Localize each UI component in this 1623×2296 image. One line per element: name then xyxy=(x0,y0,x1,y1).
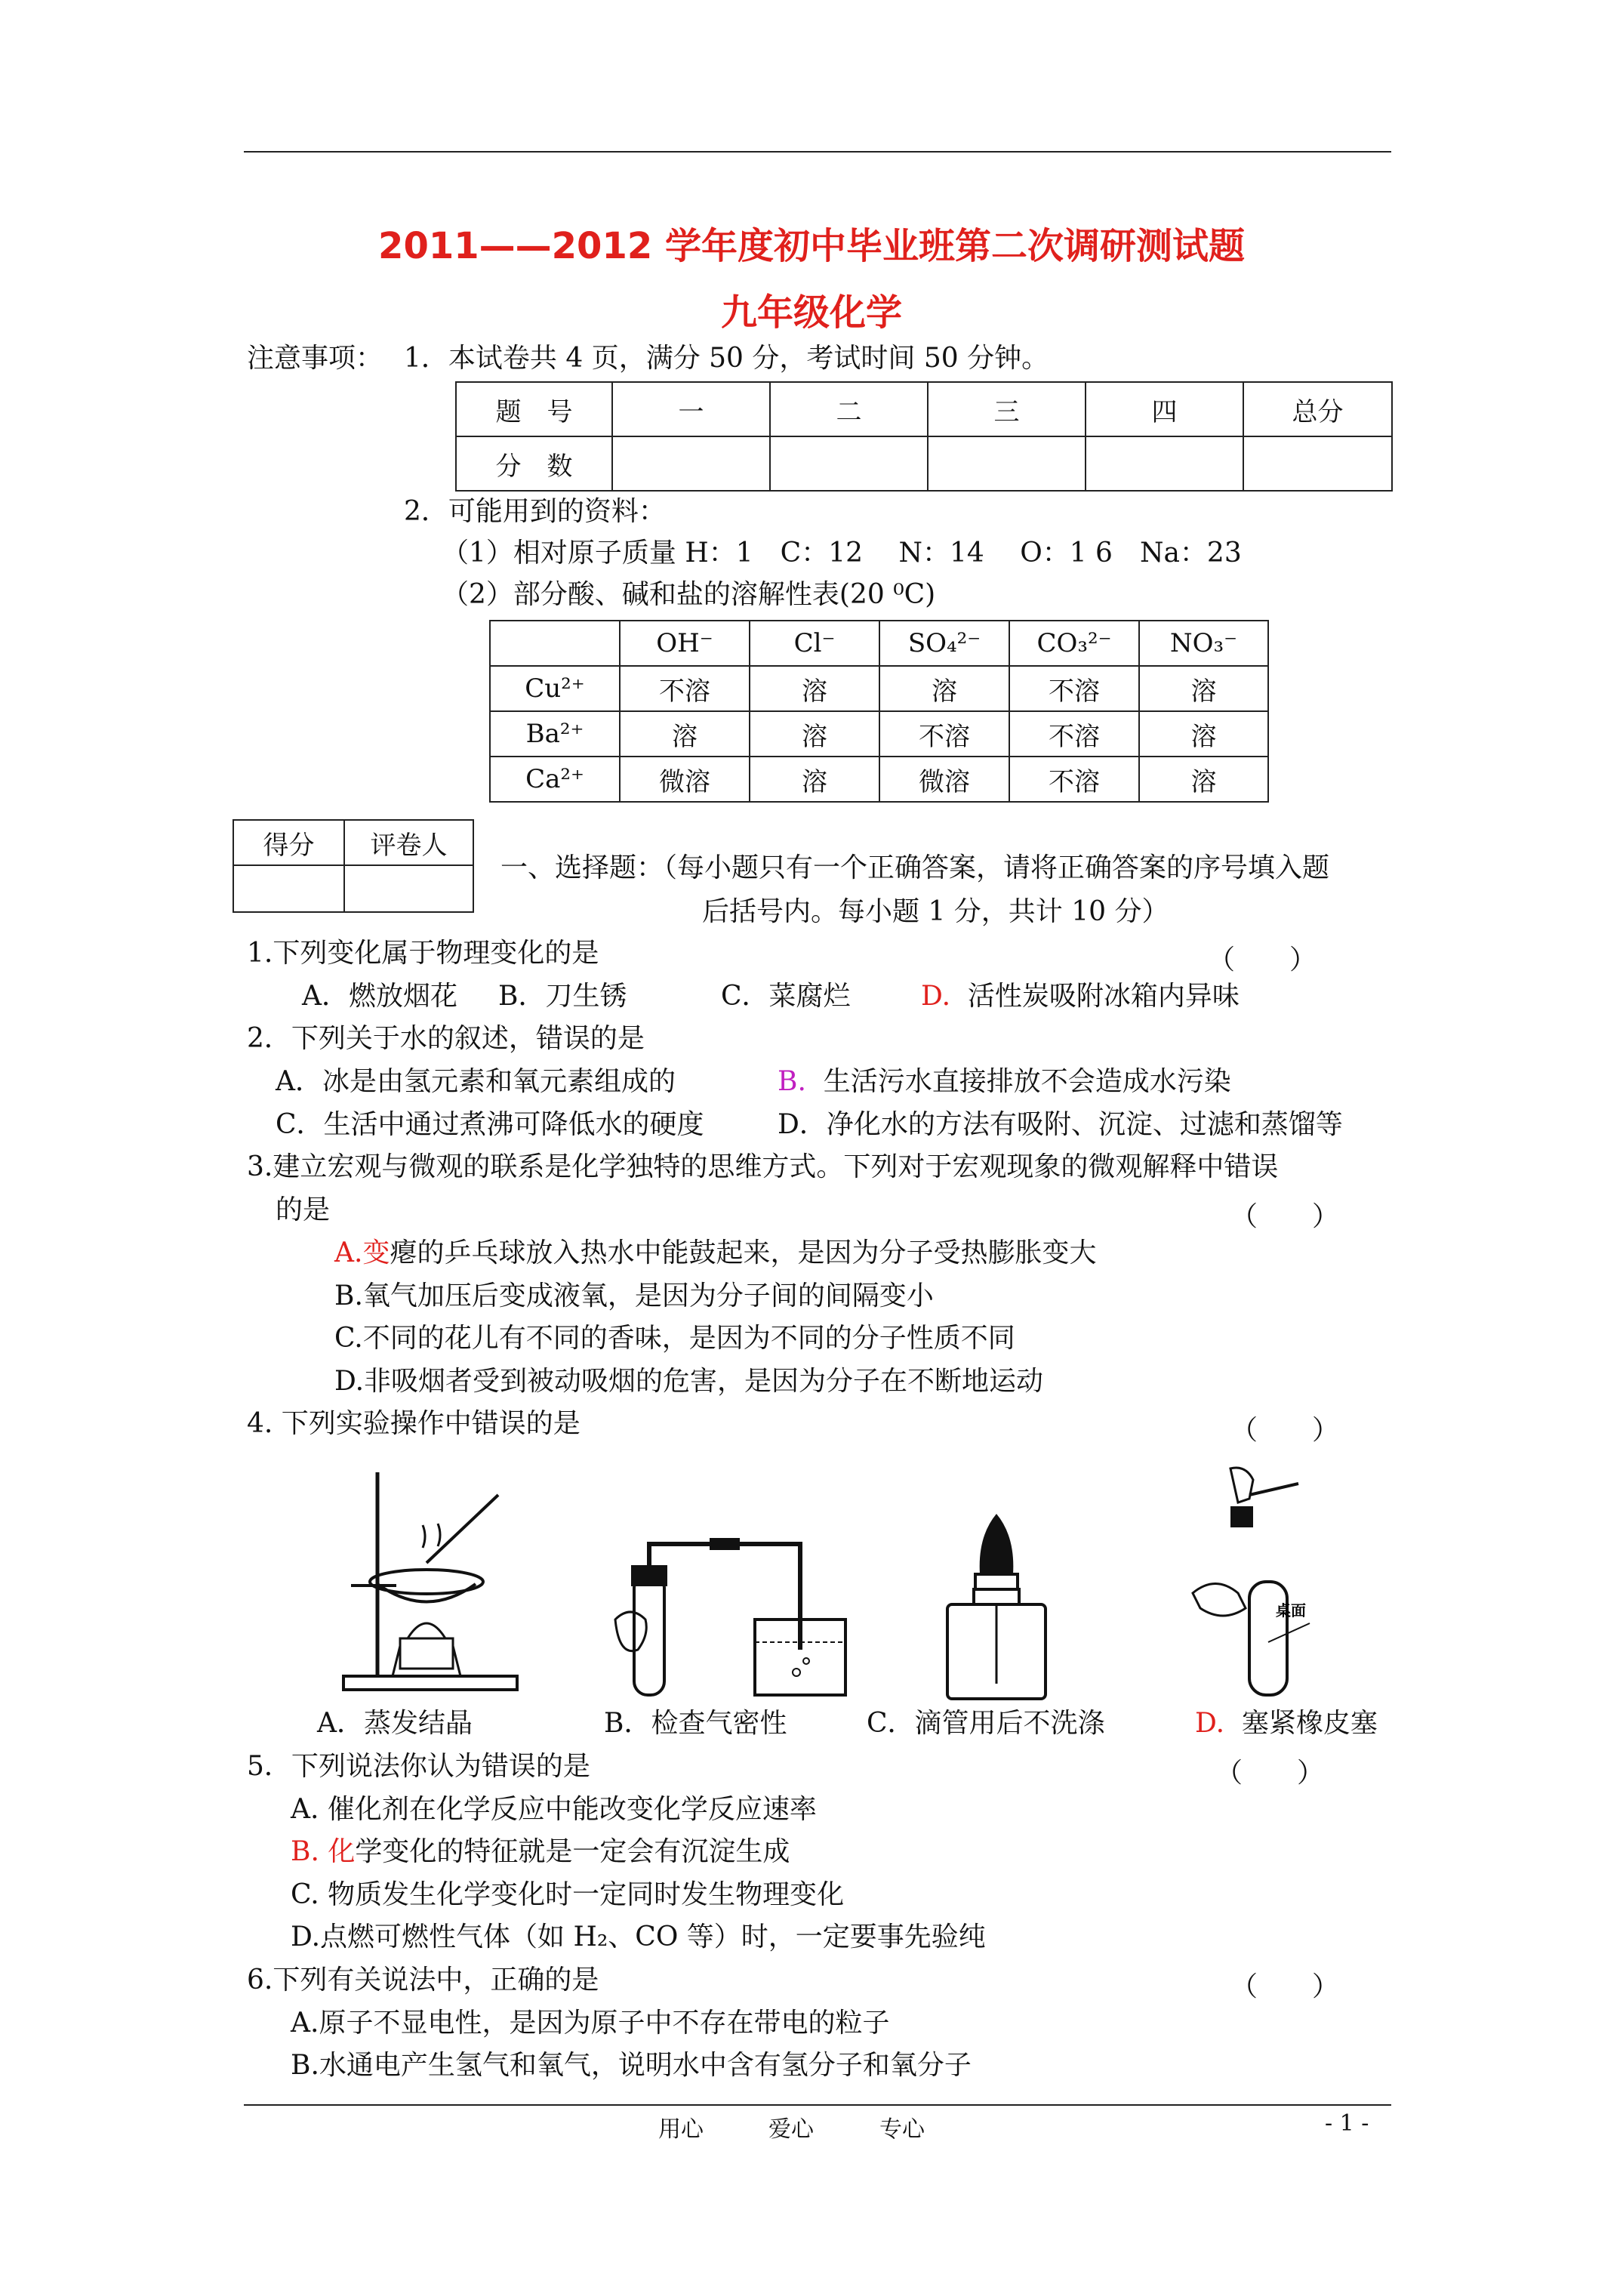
footer-rule xyxy=(244,2104,1391,2106)
q1-option-c: C．菜腐烂 xyxy=(721,981,851,1012)
q3-option-b: B.氧气加压后变成液氧，是因为分子间的间隔变小 xyxy=(334,1281,934,1311)
q5-option-a: A. 催化剂在化学反应中能改变化学反应速率 xyxy=(291,1794,817,1825)
sol-cell: 溶 xyxy=(750,666,879,711)
q3-option-d: D.非吸烟者受到被动吸烟的危害，是因为分子在不断地运动 xyxy=(334,1366,1044,1397)
q3-option-a-text: 瘪的乒乓球放入热水中能鼓起来，是因为分子受热膨胀变大 xyxy=(390,1237,1097,1268)
sol-cell: 溶 xyxy=(1139,666,1268,711)
grader-table xyxy=(233,819,474,913)
score-cell[interactable] xyxy=(1086,436,1243,491)
q3-stem: 3.建立宏观与微观的联系是化学独特的思维方式。下列对于宏观现象的微观解释中错误 xyxy=(247,1151,1279,1182)
grader-name-label: 评卷人 xyxy=(344,820,473,865)
sol-corner xyxy=(490,621,620,666)
q3-option-c: C.不同的花儿有不同的香味，是因为不同的分子性质不同 xyxy=(334,1323,1015,1354)
q5-answer-paren[interactable]: （ ） xyxy=(1215,1758,1325,1789)
q3-option-a-red: A.变 xyxy=(334,1237,390,1268)
q2-option-a: A．冰是由氢元素和氧元素组成的 xyxy=(276,1066,676,1097)
sol-cell: 溶 xyxy=(620,711,750,757)
q1-answer-paren[interactable]: （ ） xyxy=(1208,945,1317,975)
q3-option-a xyxy=(334,1238,1096,1268)
score-col-1: 一 xyxy=(612,382,770,436)
q5-option-b-red: B. 化 xyxy=(291,1836,356,1867)
figure-airtightness xyxy=(604,1529,853,1703)
sol-anion: SO₄²⁻ xyxy=(879,621,1009,666)
q4-option-d-text: 塞紧橡皮塞 xyxy=(1241,1708,1378,1739)
q2-option-b-letter: B. xyxy=(778,1066,806,1097)
sol-cation: Cu²⁺ xyxy=(490,666,620,711)
grader-score-label: 得分 xyxy=(233,820,344,865)
q6-option-b: B.水通电产生氢气和氧气，说明水中含有氢分子和氧分子 xyxy=(291,2050,972,2081)
q4-option-c: C．滴管用后不洗涤 xyxy=(867,1708,1105,1739)
notice-item-1: 1．本试卷共 4 页，满分 50 分，考试时间 50 分钟。 xyxy=(404,343,1049,374)
q4-answer-paren[interactable]: （ ） xyxy=(1230,1415,1340,1446)
sol-cell: 微溶 xyxy=(620,757,750,802)
footer-motto-2: 爱心 xyxy=(768,2116,814,2143)
sol-anion: CO₃²⁻ xyxy=(1009,621,1139,666)
notice-label: 注意事项： xyxy=(247,343,383,374)
header-rule xyxy=(244,151,1391,153)
sol-cation: Ca²⁺ xyxy=(490,757,620,802)
score-row-label: 分 数 xyxy=(456,436,612,491)
score-header: 题 号 xyxy=(456,382,612,436)
q5-option-b xyxy=(291,1837,790,1867)
q6-option-a: A.原子不显电性，是因为原子中不存在带电的粒子 xyxy=(291,2008,890,2039)
sol-cell: 不溶 xyxy=(1009,757,1139,802)
sol-cell: 溶 xyxy=(750,757,879,802)
solubility-table xyxy=(489,620,1269,803)
sol-cell: 溶 xyxy=(879,666,1009,711)
score-col-2: 二 xyxy=(770,382,928,436)
sol-cell: 溶 xyxy=(750,711,879,757)
notice-item-2a: （1）相对原子质量 H：1 C：12 N：14 O：1 6 Na：23 xyxy=(442,538,1242,569)
section1-heading: 一、选择题：（每小题只有一个正确答案，请将正确答案的序号填入题 xyxy=(500,852,1330,883)
q1-option-d-letter: D. xyxy=(921,981,951,1012)
q2-option-b-text: 生活污水直接排放不会造成水污染 xyxy=(823,1066,1231,1097)
sol-anion: NO₃⁻ xyxy=(1139,621,1268,666)
q1-stem: 1.下列变化属于物理变化的是 xyxy=(247,938,599,969)
q4-option-d-letter: D. xyxy=(1195,1708,1225,1739)
q5-option-b-text: 学变化的特征就是一定会有沉淀生成 xyxy=(355,1836,790,1867)
q6-answer-paren[interactable]: （ ） xyxy=(1230,1971,1340,2002)
sol-cell: 溶 xyxy=(1139,757,1268,802)
exam-title: 2011——2012 学年度初中毕业班第二次调研测试题 xyxy=(378,225,1245,267)
score-cell[interactable] xyxy=(928,436,1086,491)
exam-subtitle: 九年级化学 xyxy=(720,291,902,334)
notice-item-2b: （2）部分酸、碱和盐的溶解性表(20 ⁰C) xyxy=(442,579,936,610)
q2-option-b xyxy=(778,1067,1231,1097)
footer-motto-1: 用心 xyxy=(658,2116,704,2143)
sol-cell: 不溶 xyxy=(1009,666,1139,711)
figure-dropper xyxy=(936,1510,1057,1706)
score-cell[interactable] xyxy=(612,436,770,491)
score-table xyxy=(455,381,1393,492)
q1-option-d xyxy=(921,982,1240,1012)
notice-item-2: 2．可能用到的资料： xyxy=(404,496,666,527)
footer-motto-3: 专心 xyxy=(879,2116,925,2143)
sol-cell: 溶 xyxy=(1139,711,1268,757)
q2-stem: 2．下列关于水的叙述，错误的是 xyxy=(247,1023,645,1054)
page-number: - 1 - xyxy=(1325,2110,1369,2137)
q1-option-a: A．燃放烟花 xyxy=(302,981,457,1012)
desk-label: 桌面 xyxy=(1276,1601,1306,1620)
q2-option-d: D．净化水的方法有吸附、沉淀、过滤和蒸馏等 xyxy=(778,1109,1343,1140)
sol-cation: Ba²⁺ xyxy=(490,711,620,757)
sol-cell: 微溶 xyxy=(879,757,1009,802)
sol-anion: OH⁻ xyxy=(620,621,750,666)
sol-cell: 不溶 xyxy=(879,711,1009,757)
sol-cell: 不溶 xyxy=(620,666,750,711)
score-cell[interactable] xyxy=(1243,436,1392,491)
score-col-4: 四 xyxy=(1086,382,1243,436)
section1-heading-2: 后括号内。每小题 1 分，共计 10 分） xyxy=(702,896,1169,927)
q6-stem: 6.下列有关说法中，正确的是 xyxy=(247,1965,599,1996)
q4-stem: 4. 下列实验操作中错误的是 xyxy=(247,1408,581,1439)
q2-option-c: C．生活中通过煮沸可降低水的硬度 xyxy=(276,1109,704,1140)
score-col-total: 总分 xyxy=(1243,382,1392,436)
q1-option-d-text: 活性炭吸附冰箱内异味 xyxy=(967,981,1240,1012)
q4-option-d xyxy=(1195,1709,1378,1739)
figure-evaporation xyxy=(294,1457,521,1699)
q4-option-b: B．检查气密性 xyxy=(604,1708,787,1739)
q4-option-a: A．蒸发结晶 xyxy=(317,1708,473,1739)
score-col-3: 三 xyxy=(928,382,1086,436)
q3-answer-paren[interactable]: （ ） xyxy=(1230,1201,1340,1232)
q5-option-c: C. 物质发生化学变化时一定同时发生物理变化 xyxy=(291,1879,845,1910)
figure-stopper xyxy=(1185,1461,1313,1703)
score-cell[interactable] xyxy=(770,436,928,491)
q5-stem: 5．下列说法你认为错误的是 xyxy=(247,1751,590,1782)
q5-option-d: D.点燃可燃性气体（如 H₂、CO 等）时，一定要事先验纯 xyxy=(291,1922,986,1952)
q3-stem-2: 的是 xyxy=(276,1194,331,1225)
grader-score-cell[interactable] xyxy=(233,865,344,912)
q1-option-b: B．刀生锈 xyxy=(498,981,627,1012)
grader-name-cell[interactable] xyxy=(344,865,473,912)
sol-anion: Cl⁻ xyxy=(750,621,879,666)
sol-cell: 不溶 xyxy=(1009,711,1139,757)
